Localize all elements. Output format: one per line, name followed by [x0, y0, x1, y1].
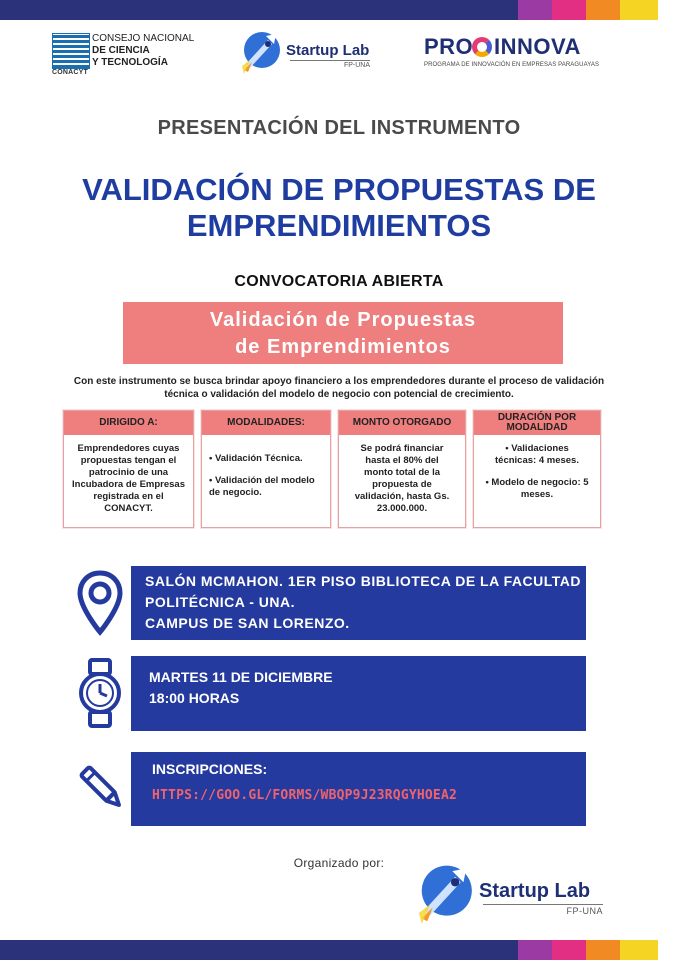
proinnova-innova: INNOVA — [494, 34, 581, 59]
monto-box — [338, 410, 466, 528]
modalidades-box-title: MODALIDADES: — [202, 411, 330, 435]
location-pin-icon — [76, 570, 124, 636]
inscripciones-link[interactable]: HTTPS://GOO.GL/FORMS/WBQP9J23RQGYHOEA2 — [152, 788, 458, 803]
event-date: MARTES 11 DE DICIEMBRE — [149, 669, 333, 685]
dirigido-box-text: Emprendedores cuyas propuestas tengan el patrocinio de una Incubadora de Empresas registrada en el CONACYT. — [72, 443, 185, 514]
stripe-segment — [518, 0, 552, 20]
program-banner — [123, 302, 563, 364]
startup-lab-footer-logo — [413, 860, 613, 926]
startup-lab-sub: FP-UNA — [290, 60, 370, 69]
startup-lab-logo — [238, 28, 378, 78]
stripe-segment — [390, 0, 518, 20]
location-line-2: POLITÉCNICA - UNA. — [145, 594, 296, 610]
inscripciones-label: INSCRIPCIONES: — [152, 761, 268, 777]
rocket-icon — [238, 28, 282, 74]
program-banner-line-1: Validación de Propuestas — [209, 309, 477, 331]
stripe-segment — [620, 0, 658, 20]
pencil-icon — [76, 762, 128, 814]
wristwatch-icon — [78, 658, 122, 728]
event-time: 18:00 HORAS — [149, 690, 240, 706]
proinnova-tagline: PROGRAMA DE INNOVACIÓN EN EMPRESAS PARAGUAYAS — [424, 62, 600, 68]
stripe-segment — [0, 0, 130, 20]
top-color-stripe — [0, 0, 678, 20]
conacyt-logo — [52, 33, 197, 75]
modalidades-box — [201, 410, 331, 528]
page-title-line-1: VALIDACIÓN DE PROPUESTAS DE — [82, 172, 596, 207]
datetime-panel — [131, 656, 586, 731]
stripe-segment — [620, 940, 658, 960]
modalidades-item-1: • Validación Técnica. — [209, 453, 303, 464]
modalidades-item-2: • Validación del modelo de negocio. — [209, 475, 315, 498]
stripe-segment — [518, 940, 552, 960]
conacyt-emblem-icon — [52, 33, 90, 69]
proinnova-ring-icon — [472, 37, 492, 57]
stripe-segment — [260, 940, 390, 960]
stripe-segment — [586, 0, 620, 20]
startup-lab-footer-name: Startup Lab — [479, 880, 591, 902]
stripe-segment — [390, 940, 518, 960]
inscripciones-panel — [131, 752, 586, 826]
location-line-1: SALÓN MCMAHON. 1ER PISO BIBLIOTECA DE LA FACULTAD — [145, 573, 581, 589]
duracion-box — [473, 410, 601, 528]
program-banner-line-2: de Emprendimientos — [235, 336, 451, 358]
stripe-segment — [0, 940, 130, 960]
startup-lab-name: Startup Lab — [286, 42, 370, 59]
duracion-item-1: • Validaciones técnicas: 4 meses. — [495, 443, 579, 466]
convocatoria-heading: CONVOCATORIA ABIERTA — [234, 273, 444, 290]
duracion-box-title: DURACIÓN POR MODALIDAD — [474, 411, 600, 435]
stripe-segment — [552, 940, 586, 960]
conacyt-line-1: CONSEJO NACIONAL — [92, 33, 195, 44]
location-panel — [131, 566, 586, 640]
conacyt-acronym: CONACYT — [52, 69, 89, 76]
stripe-segment — [552, 0, 586, 20]
monto-box-title: MONTO OTORGADO — [339, 411, 465, 435]
conacyt-line-2: DE CIENCIA — [92, 45, 150, 56]
page-title — [0, 172, 678, 244]
bottom-color-stripe — [0, 940, 678, 960]
intro-text: Con este instrumento se busca brindar apoyo financiero a los emprendedores durante el proceso de validación técnica o validación del modelo de negocio con potencial de crecimiento. — [73, 376, 605, 400]
presentacion-heading: PRESENTACIÓN DEL INSTRUMENTO — [157, 117, 521, 139]
monto-box-text: Se podrá financiar hasta el 80% del monto total de la propuesta de validación, hasta Gs. 23.000.000. — [354, 443, 450, 514]
stripe-segment — [130, 0, 260, 20]
dirigido-box — [63, 410, 194, 528]
organizado-label: Organizado por: — [293, 856, 385, 870]
stripe-segment — [260, 0, 390, 20]
dirigido-box-title: DIRIGIDO A: — [64, 411, 193, 435]
startup-lab-footer-sub: FP-UNA — [483, 904, 603, 916]
page-title-line-2: EMPRENDIMIENTOS — [186, 208, 492, 243]
conacyt-line-3: Y TECNOLOGÍA — [92, 57, 168, 68]
stripe-segment — [586, 940, 620, 960]
proinnova-pro: PRO — [424, 34, 474, 59]
proinnova-logo — [420, 34, 635, 74]
stripe-segment — [130, 940, 260, 960]
rocket-icon — [413, 860, 475, 924]
duracion-item-2: • Modelo de negocio: 5 meses. — [485, 477, 589, 500]
location-line-3: CAMPUS DE SAN LORENZO. — [145, 615, 350, 631]
